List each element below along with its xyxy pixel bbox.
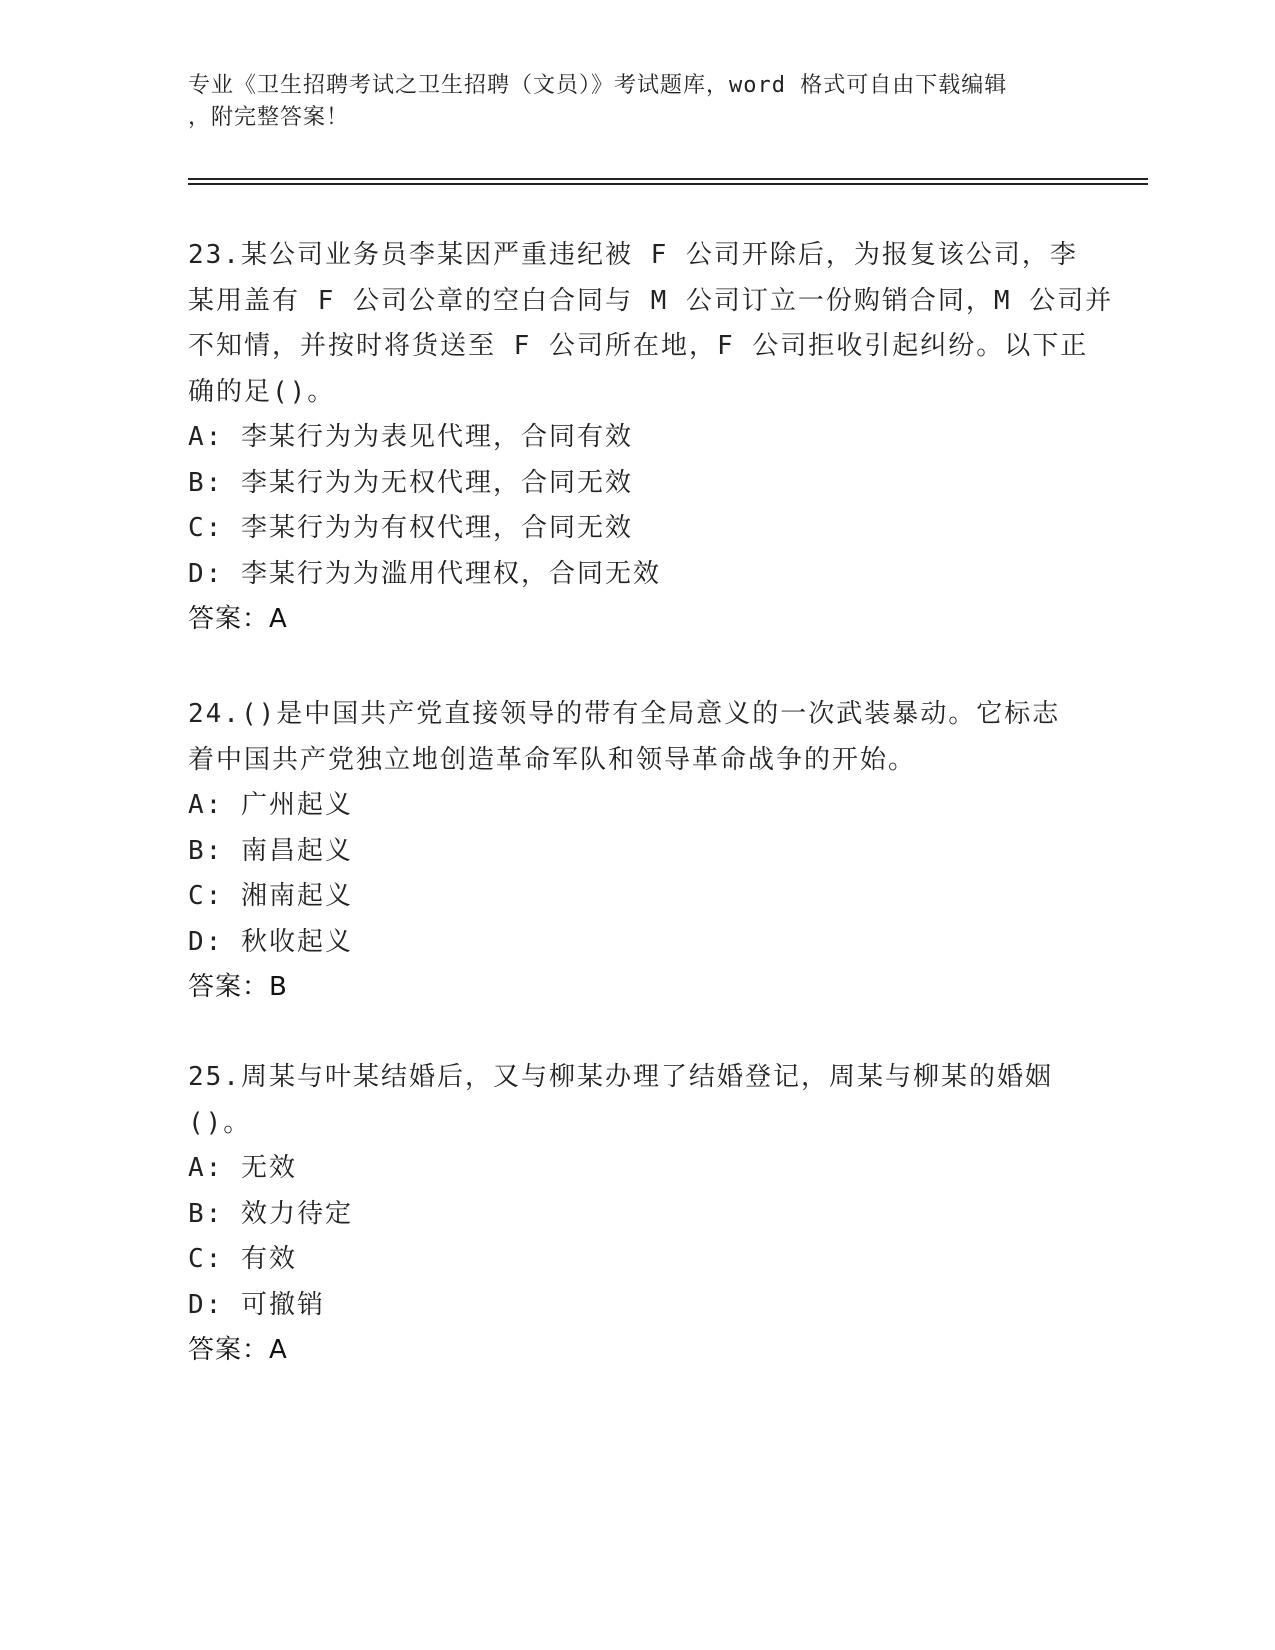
option-a: A: 李某行为为表见代理，合同有效 <box>188 422 633 452</box>
option-b: B: 李某行为为无权代理，合同无效 <box>188 467 633 498</box>
option-d: D: 秋收起义 <box>188 926 353 957</box>
question-text-line: 确的足()。 <box>188 376 336 407</box>
question-text-line: 23.某公司业务员李某因严重违纪被 F 公司开除后，为报复该公司，李 <box>188 240 1078 270</box>
question-24 <box>188 692 1088 1011</box>
question-text-line: 25.周某与叶某结婚后，又与柳某办理了结婚登记，周某与柳某的婚姻 <box>188 1062 1053 1092</box>
question-text-line: ()。 <box>188 1107 252 1138</box>
answer: 答案：A <box>188 1335 288 1365</box>
question-text-line: 不知情，并按时将货送至 F 公司所在地，F 公司拒收引起纠纷。以下正 <box>188 331 1089 361</box>
question-text-line: 某用盖有 F 公司公章的空白合同与 M 公司订立一份购销合同，M 公司并 <box>188 285 1114 316</box>
answer: 答案：A <box>188 604 288 634</box>
header-divider-top <box>188 178 1148 180</box>
option-d: D: 李某行为为滥用代理权，合同无效 <box>188 558 661 589</box>
option-c: C: 有效 <box>188 1244 297 1274</box>
header-line-1: 专业《卫生招聘考试之卫生招聘（文员）》考试题库，word 格式可自由下载编辑 <box>188 73 1008 98</box>
answer: 答案：B <box>188 972 288 1002</box>
question-text-line: 着中国共产党独立地创造革命军队和领导革命战争的开始。 <box>188 744 917 775</box>
option-a: A: 无效 <box>188 1153 297 1183</box>
header-line-2: ，附完整答案！ <box>188 105 350 130</box>
question-25 <box>188 1055 1088 1374</box>
question-text-line: 24.()是中国共产党直接领导的带有全局意义的一次武装暴动。它标志 <box>188 699 1061 729</box>
option-a: A: 广州起义 <box>188 790 353 820</box>
header-divider-bottom <box>188 183 1148 185</box>
option-c: C: 李某行为为有权代理，合同无效 <box>188 513 633 543</box>
option-b: B: 南昌起义 <box>188 835 353 866</box>
question-23 <box>188 233 1114 643</box>
document-header <box>188 70 1088 134</box>
option-c: C: 湘南起义 <box>188 881 353 911</box>
option-b: B: 效力待定 <box>188 1198 353 1229</box>
option-d: D: 可撤销 <box>188 1289 325 1320</box>
